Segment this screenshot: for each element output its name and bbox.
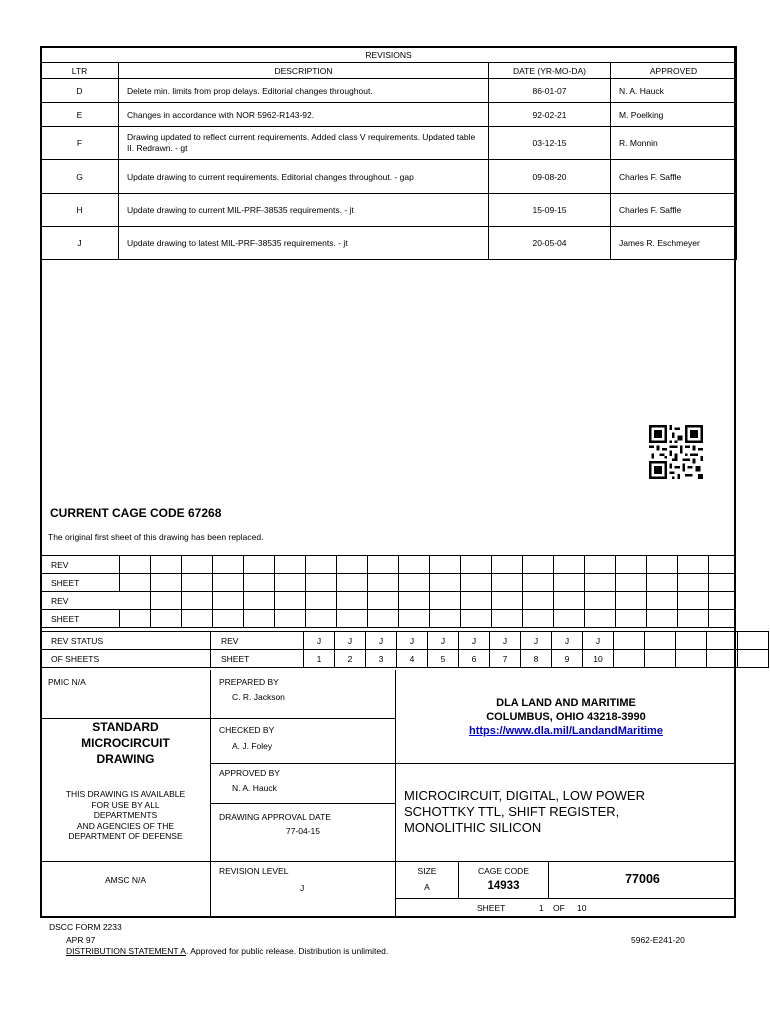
cage-code-label: CAGE CODE: [477, 866, 529, 876]
status-rev-label: REV: [211, 632, 304, 650]
title-block-divider: [210, 763, 736, 764]
org-name: DLA LAND AND MARITIME: [496, 697, 636, 709]
rev-date: 15-09-15: [489, 194, 611, 227]
rev-status-label: REV STATUS: [41, 632, 211, 650]
rev-desc: Update drawing to current requirements. Editorial changes throughout. - gap: [119, 160, 489, 194]
avail-line: DEPARTMENTS: [93, 810, 158, 820]
rev-ltr: H: [41, 194, 119, 227]
revision-row: [41, 194, 737, 227]
rev-ltr: G: [41, 160, 119, 194]
rev-date: 92-02-21: [489, 103, 611, 127]
status-sheet: 8: [521, 650, 552, 668]
revision-level-label: REVISION LEVEL: [219, 866, 289, 876]
rev-date: 20-05-04: [489, 227, 611, 260]
title-line: SCHOTTKY TTL, SHIFT REGISTER,: [404, 804, 620, 819]
distribution-label: DISTRIBUTION STATEMENT A: [66, 946, 186, 956]
availability-statement: [40, 789, 211, 842]
status-rev: J: [397, 632, 428, 650]
checked-by-label: CHECKED BY: [219, 725, 275, 735]
grid-label-rev: REV: [41, 556, 120, 574]
prepared-by-label: PREPARED BY: [219, 677, 279, 687]
org-address: COLUMBUS, OHIO 43218-3990: [486, 711, 646, 723]
revision-row: [41, 103, 737, 127]
status-sheet: 6: [459, 650, 490, 668]
prepared-by: C. R. Jackson: [232, 692, 285, 702]
size-value: A: [424, 882, 430, 892]
avail-line: DEPARTMENT OF DEFENSE: [68, 831, 183, 841]
status-rev: J: [521, 632, 552, 650]
of-label: OF: [553, 903, 565, 913]
rev-ltr: J: [41, 227, 119, 260]
status-rev: J: [366, 632, 397, 650]
revisions-title: REVISIONS: [41, 47, 737, 63]
avail-line: THIS DRAWING IS AVAILABLE: [65, 789, 186, 799]
qr-code-image: [649, 425, 703, 479]
status-sheet: 7: [490, 650, 521, 668]
revision-row: [41, 160, 737, 194]
approved-header: APPROVED: [611, 63, 737, 79]
status-rev: J: [552, 632, 583, 650]
grid-label-sheet: SHEET: [41, 610, 120, 628]
rev-sheet-grid: [40, 555, 736, 628]
rev-approved: N. A. Hauck: [611, 79, 737, 103]
status-sheet: 1: [304, 650, 335, 668]
avail-line: AND AGENCIES OF THE: [76, 820, 175, 831]
status-rev: J: [304, 632, 335, 650]
std-line: MICROCIRCUIT: [81, 736, 170, 750]
revision-row: [41, 127, 737, 160]
status-rev: J: [490, 632, 521, 650]
document-code: 5962-E241-20: [631, 935, 685, 945]
drawing-title: [404, 788, 645, 836]
pmic: PMIC N/A: [48, 677, 86, 687]
title-block-divider: [210, 861, 736, 862]
title-block-divider: [395, 898, 736, 899]
rev-status-table: [40, 631, 769, 668]
revision-row: [41, 227, 737, 260]
rev-approved: R. Monnin: [611, 127, 737, 160]
grid-label-rev: REV: [41, 592, 120, 610]
avail-line: FOR USE BY ALL: [91, 799, 160, 810]
description-header: DESCRIPTION: [119, 63, 489, 79]
rev-desc: Drawing updated to reflect current requirements. Added class V requirements. Updated table II. Redrawn. - gt: [119, 127, 489, 160]
title-block-divider: [40, 861, 211, 862]
org-url-link[interactable]: https://www.dla.mil/LandandMaritime: [469, 725, 663, 737]
rev-approved: Charles F. Saffle: [611, 194, 737, 227]
grid-label-sheet: SHEET: [41, 574, 120, 592]
rev-desc: Delete min. limits from prop delays. Editorial changes throughout.: [119, 79, 489, 103]
distribution-text: . Approved for public release. Distribution is unlimited.: [185, 946, 389, 956]
approval-date: 77-04-15: [285, 826, 321, 836]
distribution-statement: [66, 946, 388, 956]
status-rev: J: [428, 632, 459, 650]
sheet-label: SHEET: [477, 903, 506, 913]
checked-by: A. J. Foley: [232, 741, 273, 751]
sheet-total: 10: [577, 903, 587, 913]
rev-desc: Update drawing to latest MIL-PRF-38535 requirements. - jt: [119, 227, 489, 260]
revision-level: J: [300, 883, 305, 893]
rev-desc: Changes in accordance with NOR 5962-R143-92.: [119, 103, 489, 127]
ltr-header: LTR: [41, 63, 119, 79]
title-line: MONOLITHIC SILICON: [404, 820, 542, 835]
sheet-number: 1: [539, 903, 544, 913]
status-rev: J: [459, 632, 490, 650]
date-header: DATE (YR-MO-DA): [489, 63, 611, 79]
rev-ltr: D: [41, 79, 119, 103]
title-block-divider: [210, 803, 396, 804]
form-date: APR 97: [66, 935, 96, 945]
rev-date: 86-01-07: [489, 79, 611, 103]
rev-ltr: E: [41, 103, 119, 127]
rev-desc: Update drawing to current MIL-PRF-38535 requirements. - jt: [119, 194, 489, 227]
size-label: SIZE: [417, 866, 437, 876]
amsc: AMSC N/A: [104, 875, 147, 885]
status-sheet: 10: [583, 650, 614, 668]
rev-date: 03-12-15: [489, 127, 611, 160]
approval-date-label: DRAWING APPROVAL DATE: [219, 812, 331, 822]
status-sheet-label: SHEET: [211, 650, 304, 668]
std-line: STANDARD: [92, 720, 159, 734]
cage-code-value: 14933: [487, 880, 520, 892]
current-cage-code: CURRENT CAGE CODE 67268: [50, 506, 222, 520]
rev-date: 09-08-20: [489, 160, 611, 194]
status-sheet: 2: [335, 650, 366, 668]
replaced-note: The original first sheet of this drawing has been replaced.: [48, 532, 264, 542]
title-line: MICROCIRCUIT, DIGITAL, LOW POWER: [404, 788, 645, 803]
status-sheet: 4: [397, 650, 428, 668]
status-rev: J: [335, 632, 366, 650]
revision-row: [41, 79, 737, 103]
of-sheets-label: OF SHEETS: [41, 650, 211, 668]
rev-approved: Charles F. Saffle: [611, 160, 737, 194]
rev-ltr: F: [41, 127, 119, 160]
title-block-divider: [210, 718, 396, 719]
approved-by: N. A. Hauck: [232, 783, 277, 793]
organization: [396, 696, 736, 738]
rev-approved: James R. Eschmeyer: [611, 227, 737, 260]
approved-by-label: APPROVED BY: [219, 768, 280, 778]
status-sheet: 5: [428, 650, 459, 668]
status-rev: J: [583, 632, 614, 650]
form-number: DSCC FORM 2233: [49, 922, 122, 932]
rev-approved: M. Poelking: [611, 103, 737, 127]
revisions-table: [40, 46, 737, 260]
document-number: 77006: [625, 872, 660, 886]
status-sheet: 3: [366, 650, 397, 668]
standard-microcircuit-drawing: [40, 719, 211, 767]
status-sheet: 9: [552, 650, 583, 668]
std-line: DRAWING: [96, 752, 155, 766]
